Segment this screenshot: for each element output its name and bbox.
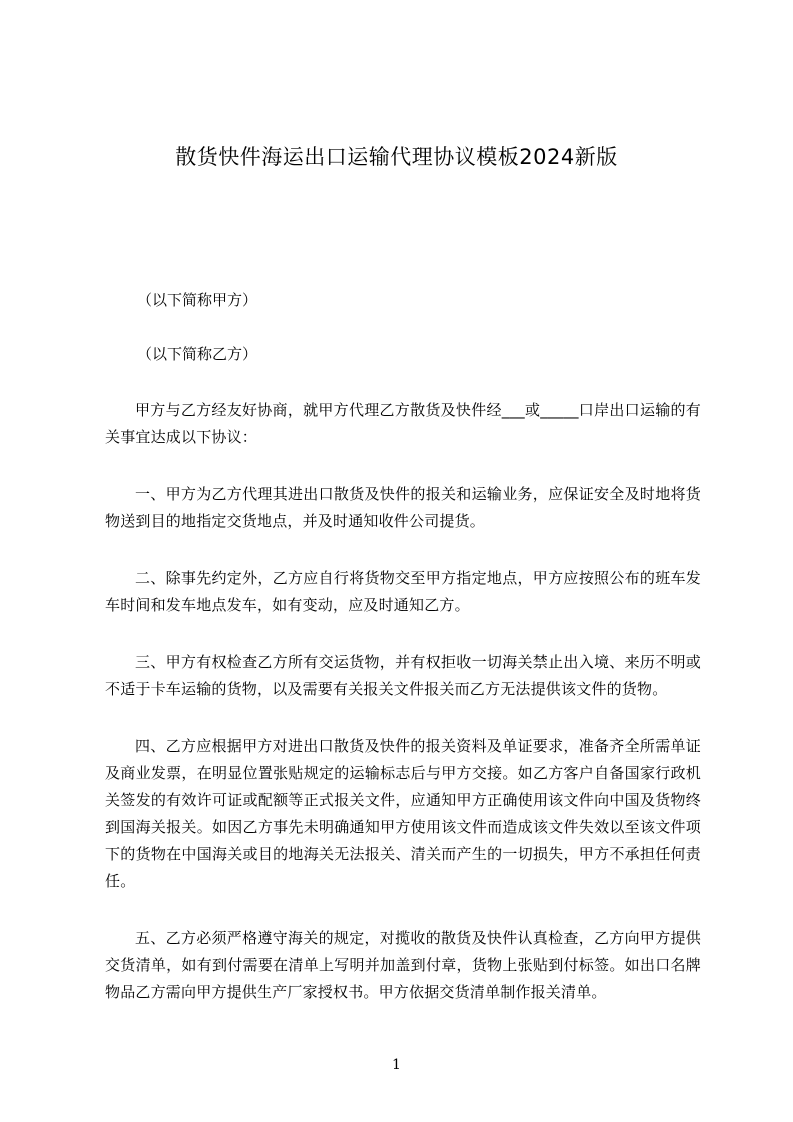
party-a-label: （以下简称甲方） bbox=[137, 291, 258, 309]
party-b-label: （以下简称乙方） bbox=[137, 345, 258, 363]
document-title: 散货快件海运出口运输代理协议模板2024新版 bbox=[175, 145, 618, 169]
clause-1: 一、甲方为乙方代理其进出口散货及快件的报关和运输业务，应保证安全及时地将货物送到目的地指定交货地点，并及时通知收件公司提货。 bbox=[105, 485, 701, 530]
agreement-body bbox=[105, 397, 701, 1036]
intro-paragraph: 甲方与乙方经友好协商，就甲方代理乙方散货及快件经___或_____口岸出口运输的有关事宜达成以下协议： bbox=[105, 401, 701, 446]
clause-3: 三、甲方有权检查乙方所有交运货物，并有权拒收一切海关禁止出入境、来历不明或不适于卡车运输的货物，以及需要有关报关文件报关而乙方无法提供该文件的货物。 bbox=[105, 653, 701, 698]
clause-2: 二、除事先约定外，乙方应自行将货物交至甲方指定地点，甲方应按照公布的班车发车时间和发车地点发车，如有变动，应及时通知乙方。 bbox=[105, 569, 701, 614]
clause-4: 四、乙方应根据甲方对进出口散货及快件的报关资料及单证要求，准备齐全所需单证及商业发票，在明显位置张贴规定的运输标志后与甲方交接。如乙方客户自备国家行政机关签发的有效许可证或配额等正式报关文件，应通知甲方正确使用该文件向中国及货物终到国海关报关。如因乙方事先未明确通知甲方使用该文件而造成该文件失效以至该文件项下的货物在中国海关或目的地海关无法报关、清关而产生的一切损失，甲方不承担任何责任。 bbox=[105, 737, 701, 890]
clause-5: 五、乙方必须严格遵守海关的规定，对揽收的散货及快件认真检查，乙方向甲方提供交货清单，如有到付需要在清单上写明并加盖到付章，货物上张贴到付标签。如出口名牌物品乙方需向甲方提供生产厂家授权书。甲方依据交货清单制作报关清单。 bbox=[105, 929, 701, 1001]
page-number: 1 bbox=[392, 1057, 401, 1073]
